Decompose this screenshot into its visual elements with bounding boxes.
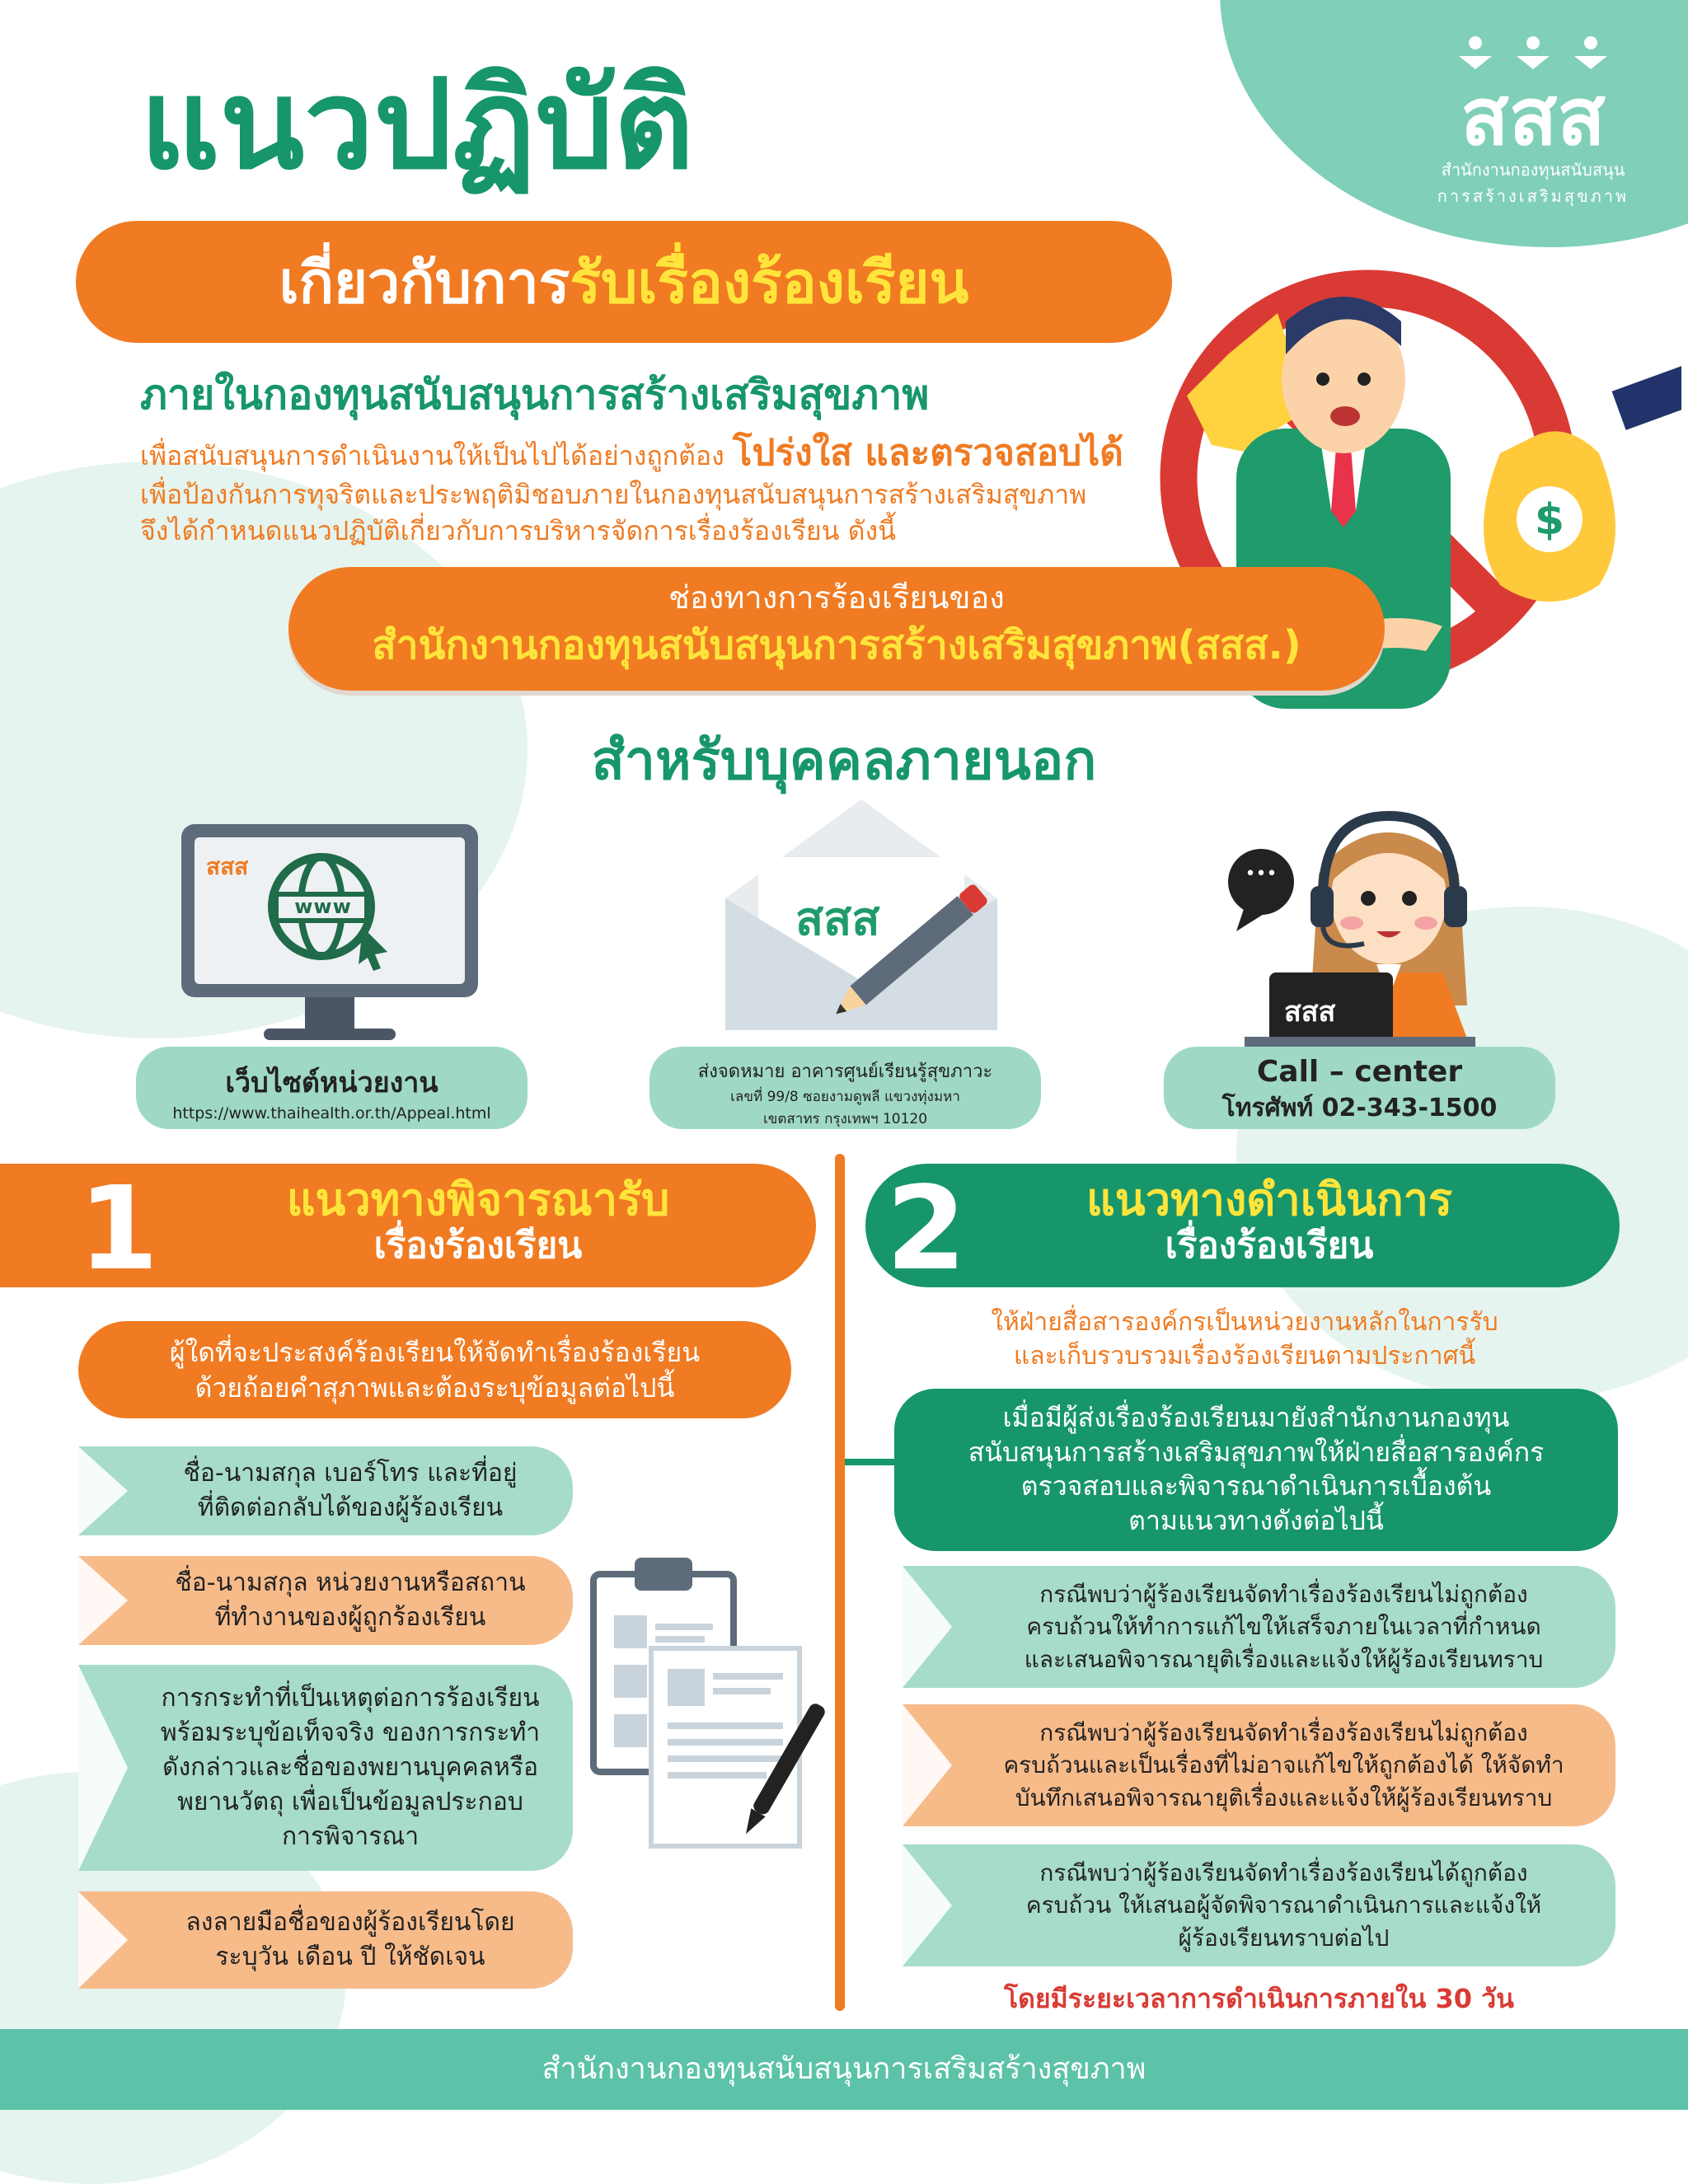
globe-www-text: www: [294, 895, 352, 918]
operator-icon: [1220, 791, 1500, 1047]
section2-lead: [894, 1401, 1618, 1538]
section1-item-4-line2: ระบุวัน เดือน ปี ให้ชัดเจน: [215, 1943, 485, 1971]
section2-case-1-line1: กรณีพบว่าผู้ร้องเรียนจัดทำเรื่องร้องเรียนไม่ถูกต้อง: [1039, 1581, 1528, 1609]
channels-title-line2: สำนักงานกองทุนสนับสนุนการสร้างเสริมสุขภาพ(สสส.): [372, 622, 1301, 669]
logo-line2: การสร้างเสริมสุขภาพ: [1437, 186, 1629, 206]
section2-case-1-line2: ครบถ้วนให้ทำการแก้ไขให้เสร็จภายในเวลาที่กำหนด: [1026, 1613, 1541, 1641]
section2-case-2-line1: กรณีพบว่าผู้ร้องเรียนจัดทำเรื่องร้องเรียนไม่ถูกต้อง: [1039, 1719, 1528, 1747]
section2-case-3-line3: ผู้ร้องเรียนทราบต่อไป: [1178, 1924, 1390, 1952]
section2-case-1: [903, 1566, 1615, 1688]
website-card[interactable]: [136, 1047, 528, 1129]
subtitle: [76, 221, 1172, 343]
footer: สำนักงานกองทุนสนับสนุนการเสริมสร้างสุขภาพ: [0, 2029, 1688, 2110]
intro-line1-big: โปร่งใส และตรวจสอบได้: [732, 432, 1123, 474]
org-logo: [1426, 33, 1640, 209]
section2-intro-line2: และเก็บรวบรวมเรื่องร้องเรียนตามประกาศนี้: [1013, 1341, 1476, 1371]
section2-case-3-line1: กรณีพบว่าผู้ร้องเรียนจัดทำเรื่องร้องเรียนได้ถูกต้อง: [1039, 1859, 1528, 1887]
section1-item-1-line2: ที่ติดต่อกลับได้ของผู้ร้องเรียน: [197, 1493, 504, 1522]
section2-deadline: โดยมีระยะเวลาการดำเนินการภายใน 30 วัน: [1003, 1983, 1515, 2014]
section2-number: 2: [886, 1162, 967, 1296]
section2-case-2-line2: ครบถ้วนและเป็นเรื่องที่ไม่อาจแก้ไขให้ถูกต้องได้ ให้จัดทำ: [1003, 1751, 1564, 1779]
section1-title: [190, 1174, 767, 1268]
audience-heading: สำหรับบุคคลภายนอก: [591, 729, 1097, 792]
people-stars-icon: [1451, 33, 1615, 74]
section1-item-2-line2: ที่ทำงานของผู้ถูกร้องเรียน: [214, 1603, 486, 1632]
operator-bubble-dots: •••: [1245, 864, 1278, 884]
section1-title-sub: เรื่องร้องเรียน: [373, 1225, 583, 1268]
section1-item-3-line3: ดังกล่าวและชื่อของพยานบุคคลหรือ: [162, 1753, 538, 1782]
section1-item-3-line1: การกระทำที่เป็นเหตุต่อการร้องเรียน: [161, 1684, 540, 1713]
section1-item-4-line1: ลงลายมือชื่อของผู้ร้องเรียนโดย: [185, 1908, 515, 1937]
section1-item-1-line1: ชื่อ-นามสกุล เบอร์โทร และที่อยู่: [183, 1459, 518, 1488]
intro-line3: จึงได้กำหนดแนวปฏิบัติเกี่ยวกับการบริหารจัดการเรื่องร้องเรียน ดังนี้: [140, 514, 896, 546]
section1-item-3-line5: การพิจารณา: [281, 1822, 420, 1851]
intro-line1-prefix: เพื่อสนับสนุนการดำเนินงานให้เป็นไปได้อย่างถูกต้อง: [140, 440, 724, 471]
section2-case-3: [903, 1844, 1615, 1966]
call-label: Call – center: [1256, 1055, 1463, 1089]
section2-lead-line2: สนับสนุนการสร้างเสริมสุขภาพให้ฝ่ายสื่อสารองค์กร: [968, 1436, 1545, 1468]
section1-number: 1: [78, 1162, 159, 1296]
section1-title-main: แนวทางพิจารณารับ: [286, 1174, 670, 1226]
section1-lead: [78, 1335, 791, 1406]
intro-text: [140, 429, 1170, 549]
monitor-stand: [305, 997, 354, 1030]
section2-case-3-line2: ครบถ้วน ให้เสนอผู้จัดพิจารณาดำเนินการและแจ้งให้: [1025, 1891, 1542, 1919]
section1-lead-line1: ผู้ใดที่จะประสงค์ร้องเรียนให้จัดทำเรื่องร้องเรียน: [169, 1337, 701, 1368]
section1-item-1: [78, 1446, 573, 1535]
section1-item-3: [78, 1665, 573, 1871]
org-line: ภายในกองทุนสนับสนุนการสร้างเสริมสุขภาพ: [140, 371, 930, 419]
monitor-base: [264, 1029, 396, 1040]
section2-intro: [874, 1306, 1615, 1373]
intro-line2: เพื่อป้องกันการทุจริตและประพฤติมิชอบภายในกองทุนสนับสนุนการสร้างเสริมสุขภาพ: [140, 479, 1087, 511]
section-divider: [835, 1154, 845, 2011]
mail-card: [649, 1047, 1041, 1129]
subtitle-prefix: เกี่ยวกับการ: [279, 248, 570, 316]
section1-item-2-line1: ชื่อ-นามสกุล หน่วยงานหรือสถาน: [175, 1568, 526, 1597]
mail-logo: สสส: [795, 893, 880, 946]
section1-item-4: [78, 1891, 573, 1989]
monitor-logo: สสส: [206, 853, 249, 880]
section2-case-2: [903, 1704, 1615, 1826]
channels-title: [288, 577, 1385, 673]
section2-title-main: แนวทางดำเนินการ: [1085, 1174, 1453, 1226]
svg-text:$: $: [1534, 495, 1565, 545]
section2-case-2-line3: บันทึกเสนอพิจารณายุติเรื่องและแจ้งให้ผู้ร้องเรียนทราบ: [1015, 1783, 1553, 1811]
section2-connector: [845, 1459, 894, 1465]
section2-case-1-line3: และเสนอพิจารณายุติเรื่องและแจ้งให้ผู้ร้องเรียนทราบ: [1024, 1645, 1544, 1673]
laptop-logo: สสส: [1284, 996, 1336, 1029]
section2-lead-line4: ตามแนวทางดังต่อไปนี้: [1128, 1504, 1384, 1536]
mail-line2: เลขที่ 99/8 ซอยงามดูพลี แขวงทุ่งมหา: [730, 1089, 960, 1105]
mail-line1: ส่งจดหมาย อาคารศูนย์เรียนรู้สุขภาวะ: [697, 1062, 993, 1082]
section1-item-2: [78, 1556, 573, 1645]
mail-illustration: [725, 799, 997, 1047]
section2-lead-line1: เมื่อมีผู้ส่งเรื่องร้องเรียนมายังสำนักงานกองทุน: [1002, 1402, 1510, 1433]
call-center-illustration: [1220, 791, 1500, 1047]
section2-title: [981, 1174, 1558, 1268]
channels-title-line1: ช่องทางการร้องเรียนของ: [668, 579, 1005, 616]
clipboard-documents-icon: [585, 1549, 832, 1879]
section1-lead-line2: ด้วยถ้อยคำสุภาพและต้องระบุข้อมูลต่อไปนี้: [195, 1372, 675, 1404]
logo-mark: สสส: [1461, 71, 1606, 163]
section2-title-sub: เรื่องร้องเรียน: [1165, 1225, 1374, 1268]
page-title: แนวปฏิบัติ: [140, 54, 694, 197]
section1-item-3-line4: พยานวัตถุ เพื่อเป็นข้อมูลประกอบ: [177, 1788, 523, 1816]
website-illustration: [181, 824, 478, 1047]
call-phone[interactable]: โทรศัพท์ 02-343-1500: [1221, 1094, 1498, 1122]
subtitle-highlight: รับเรื่องร้องเรียน: [570, 248, 969, 316]
pencil-icon: [824, 865, 1006, 1030]
website-label: เว็บไซต์หน่วยงาน: [225, 1066, 438, 1099]
mail-line3: เขตสาทร กรุงเทพฯ 10120: [762, 1111, 928, 1127]
call-center-card[interactable]: [1164, 1047, 1555, 1129]
section2-intro-line1: ให้ฝ่ายสื่อสารองค์กรเป็นหน่วยงานหลักในการรับ: [991, 1308, 1498, 1337]
section2-lead-line3: ตรวจสอบและพิจารณาดำเนินการเบื้องต้น: [1020, 1470, 1492, 1502]
website-url[interactable]: https://www.thaihealth.or.th/Appeal.html: [172, 1104, 491, 1122]
section1-item-3-line2: พร้อมระบุข้อเท็จจริง ของการกระทำ: [160, 1718, 541, 1747]
logo-line1: สำนักงานกองทุนสนับสนุน: [1441, 160, 1625, 180]
